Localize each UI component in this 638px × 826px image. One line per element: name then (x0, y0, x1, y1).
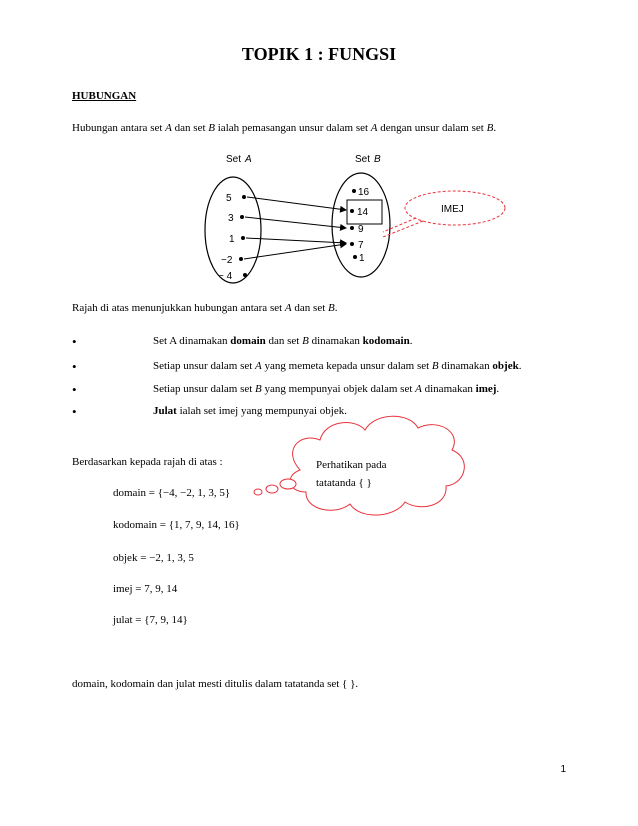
set-b-label: Set B (355, 154, 381, 165)
set-b-element: 7 (358, 240, 364, 251)
bullet-marker: • (72, 382, 77, 397)
section-heading: HUBUNGAN (72, 90, 137, 102)
based-on-text: Berdasarkan kepada rajah di atas : (72, 456, 223, 468)
page-title: TOPIK 1 : FUNGSI (241, 44, 397, 64)
bullet-text: Julat ialah set imej yang mempunyai objek. (153, 405, 347, 417)
bullet-text: Set A dinamakan domain dan set B dinamakan kodomain. (153, 335, 413, 347)
objek-result: objek = −2, 1, 3, 5 (113, 552, 194, 564)
thought-cloud-bubble (280, 479, 296, 489)
bullet-marker: • (72, 404, 77, 419)
set-a-element: 3 (228, 213, 234, 224)
imej-result: imej = 7, 9, 14 (113, 583, 178, 595)
thought-cloud-bubble (254, 489, 262, 495)
set-a-element: − 4 (218, 271, 233, 282)
set-a-element: 1 (229, 234, 235, 245)
domain-result: domain = {−4, −2, 1, 3, 5} (113, 487, 231, 499)
diagram-caption: Rajah di atas menunjukkan hubungan antara set A dan set B. (72, 302, 338, 314)
cloud-text-line1: Perhatikan pada (316, 459, 387, 471)
page-number: 1 (560, 764, 566, 775)
bullet-text: Setiap unsur dalam set B yang mempunyai objek dalam set A dinamakan imej. (153, 383, 500, 395)
imej-callout-label: IMEJ (441, 204, 464, 215)
set-a-element: −2 (221, 255, 233, 266)
set-b-element: 9 (358, 224, 364, 235)
bullet-marker: • (72, 334, 77, 349)
set-a-label: Set A (226, 154, 252, 165)
set-b-element: 14 (357, 207, 369, 218)
set-b-element: 16 (358, 187, 370, 198)
julat-result: julat = {7, 9, 14} (113, 614, 188, 626)
footer-note: domain, kodomain dan julat mesti ditulis dalam tatatanda set { }. (72, 678, 359, 690)
cloud-text-line2: tatatanda { } (316, 477, 372, 489)
set-a-element: 5 (226, 193, 232, 204)
thought-cloud-bubble (266, 485, 278, 493)
kodomain-result: kodomain = {1, 7, 9, 14, 16} (113, 519, 240, 531)
bullet-text: Setiap unsur dalam set A yang memeta kepada unsur dalam set B dinamakan objek. (153, 360, 522, 372)
set-b-element: 1 (359, 253, 365, 264)
intro-paragraph: Hubungan antara set A dan set B ialah pemasangan unsur dalam set A dengan unsur dalam set B. (72, 122, 497, 134)
bullet-marker: • (72, 359, 77, 374)
